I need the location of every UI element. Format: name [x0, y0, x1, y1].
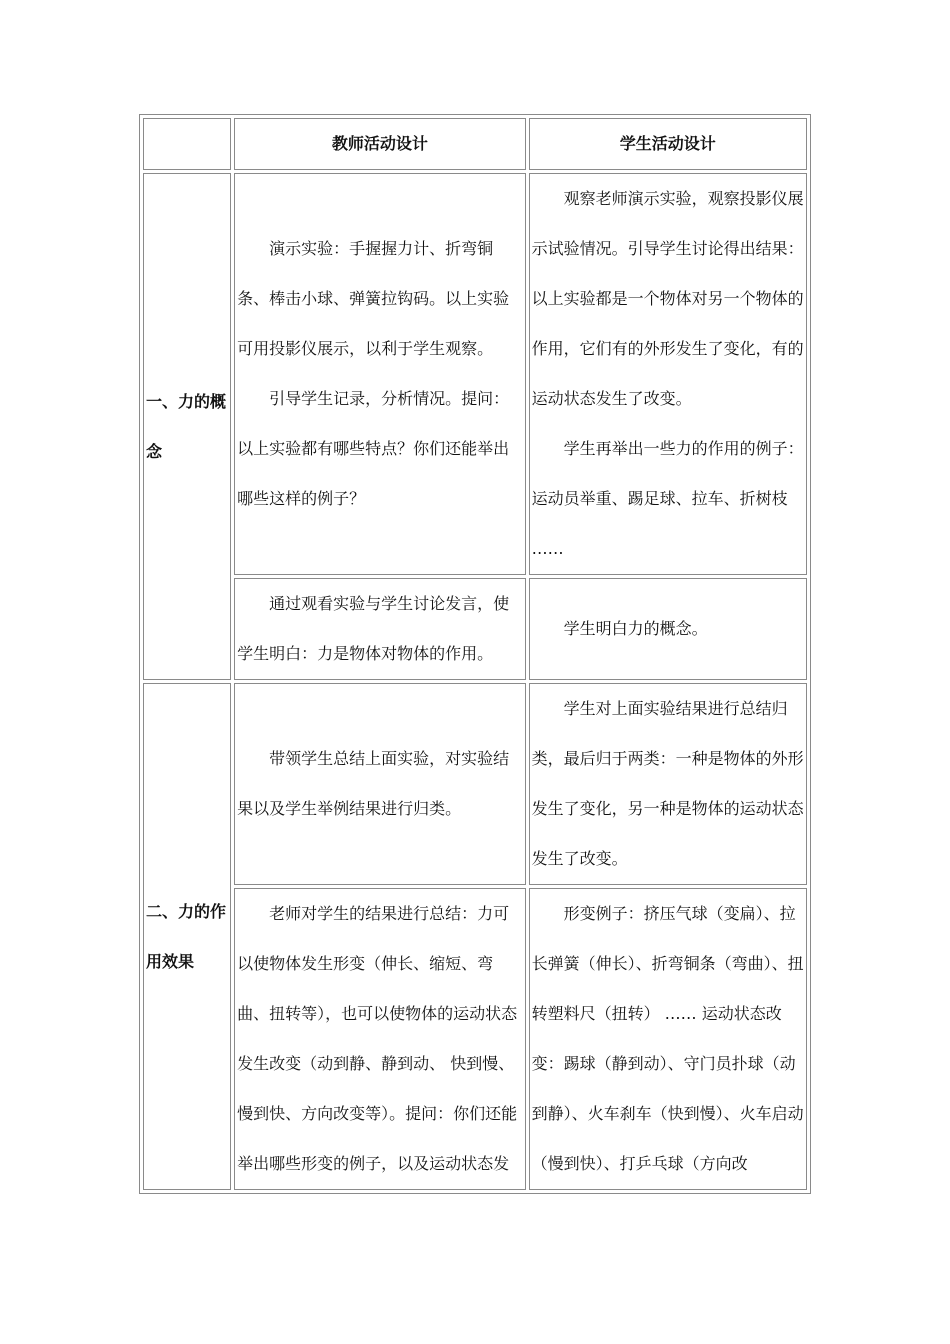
header-teacher-cell: 教师活动设计: [234, 118, 525, 170]
student-activity-cell: [529, 173, 807, 575]
paragraph: 引导学生记录，分析情况。提问：以上实验都有哪些特点？你们还能举出哪些这样的例子？: [237, 389, 510, 508]
student-activity-cell: [529, 888, 807, 1190]
table-row: [143, 683, 807, 885]
paragraph: 演示实验：手握握力计、折弯铜条、棒击小球、弹簧拉钩码。以上实验可用投影仪展示，以利于学生观察。: [237, 239, 510, 358]
paragraph: 学生明白力的概念。: [563, 619, 708, 638]
header-blank-cell: [143, 118, 231, 170]
paragraph: 学生对上面实验结果进行总结归类，最后归于两类：一种是物体的外形发生了变化，另一种是物体的运动状态发生了改变。: [531, 699, 804, 868]
table-row: [143, 578, 807, 680]
paragraph: 带领学生总结上面实验，对实验结果以及学生举例结果进行归类。: [237, 749, 510, 818]
student-activity-cell: [529, 683, 807, 885]
teacher-activity-cell: [234, 173, 525, 575]
teacher-activity-cell: [234, 578, 525, 680]
paragraph: 通过观看实验与学生讨论发言，使学生明白：力是物体对物体的作用。: [237, 594, 510, 663]
paragraph: 学生再举出一些力的作用的例子：运动员举重、踢足球、拉车、折树枝 ……: [531, 439, 804, 558]
student-activity-cell: [529, 578, 807, 680]
section-title-cell: 一、力的概念: [143, 173, 231, 680]
header-student-cell: 学生活动设计: [529, 118, 807, 170]
table-row: [143, 888, 807, 1190]
section-title-cell: 二、力的作用效果: [143, 683, 231, 1190]
teacher-activity-cell: [234, 888, 525, 1190]
header-row: [143, 118, 807, 170]
teacher-activity-cell: [234, 683, 525, 885]
lesson-plan-table: [139, 114, 811, 1194]
paragraph: 观察老师演示实验，观察投影仪展示试验情况。引导学生讨论得出结果：以上实验都是一个物体对另一个物体的作用，它们有的外形发生了变化，有的运动状态发生了改变。: [531, 189, 804, 408]
paragraph: 老师对学生的结果进行总结：力可以使物体发生形变（伸长、缩短、弯曲、扭转等），也可以使物体的运动状态发生改变（动到静、静到动、 快到慢、慢到快、方向改变等）。提问：你们还能举出哪些形变的例子，以及运动状态发: [237, 904, 518, 1173]
paragraph: 形变例子：挤压气球（变扁）、拉长弹簧（伸长）、折弯铜条（弯曲）、扭转塑料尺（扭转） …… 运动状态改变：踢球（静到动）、守门员扑球（动到静）、火车刹车（快到慢）、火车启动（慢到快）、打乒乓球（方向改: [531, 904, 804, 1173]
table-row: [143, 173, 807, 575]
